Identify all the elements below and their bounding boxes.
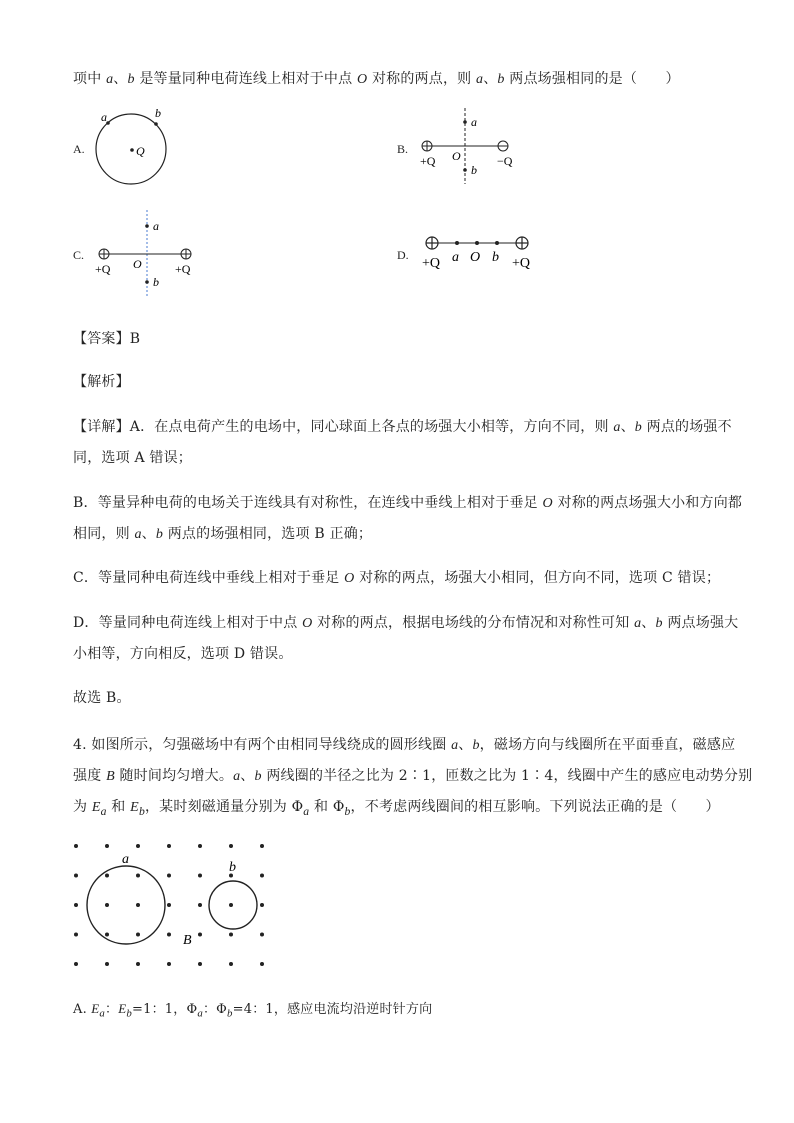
field-dot bbox=[198, 933, 202, 937]
field-dot bbox=[167, 933, 171, 937]
field-dot bbox=[229, 962, 233, 966]
point-a-label: a bbox=[101, 110, 107, 124]
field-dot bbox=[260, 933, 264, 937]
field-dot bbox=[260, 844, 264, 848]
field-dot bbox=[105, 933, 109, 937]
point-b-dot bbox=[145, 280, 149, 284]
left-charge-label: +Q bbox=[422, 256, 441, 271]
field-dot bbox=[167, 903, 171, 907]
option-b-figure bbox=[415, 106, 545, 186]
q4-line3: 为 $E_a$ 和 $E_b$，某时刻磁通量分别为 $\Phi_a$ 和 $\Phi_b$，不考虑两线圈间的相互影响。下列说法正确的是（ ） bbox=[73, 799, 720, 818]
detail-b-line1: B．等量异种电荷的电场关于连线具有对称性，在连线中垂线上相对于垂足 O 对称的两点场强大小和方向都 bbox=[73, 495, 743, 511]
right-charge-label: +Q bbox=[175, 262, 191, 276]
field-dot bbox=[167, 962, 171, 966]
field-dot bbox=[198, 844, 202, 848]
point-b-dot bbox=[154, 122, 158, 126]
point-b-label: b bbox=[155, 106, 161, 120]
point-a-label: a bbox=[471, 115, 477, 129]
magnetic-field-figure bbox=[66, 836, 286, 976]
q3-stem: 项中 a、b 是等量同种电荷连线上相对于中点 O 对称的两点，则 a、b 两点场强相同的是（ ） bbox=[73, 71, 680, 87]
field-dot bbox=[136, 874, 140, 878]
point-a-dot bbox=[145, 224, 149, 228]
field-dot bbox=[229, 903, 233, 907]
right-charge-label: +Q bbox=[512, 256, 531, 271]
q4-line1: 4. 如图所示，匀强磁场中有两个由相同导线绕成的圆形线圈 a、b，磁场方向与线圈所在平面垂直，磁感应 bbox=[73, 737, 736, 753]
option-a-figure bbox=[90, 104, 200, 194]
field-dot bbox=[136, 844, 140, 848]
field-dot bbox=[198, 962, 202, 966]
center-dot bbox=[475, 241, 479, 245]
point-a-dot bbox=[455, 241, 459, 245]
charge-label: Q bbox=[136, 144, 145, 158]
coil-a-circle bbox=[87, 866, 165, 944]
option-d-label: D. bbox=[397, 248, 409, 262]
charge-dot bbox=[130, 148, 134, 152]
q4-line2: 强度 B 随时间均匀增大。a、b 两线圈的半径之比为 2∶1，匝数之比为 1∶4，线圈中产生的感应电动势分别 bbox=[73, 768, 753, 784]
point-b-dot bbox=[495, 241, 499, 245]
detail-d-line2: 小相等，方向相反，选项 D 错误。 bbox=[73, 646, 293, 662]
field-dot bbox=[105, 874, 109, 878]
field-dot bbox=[136, 903, 140, 907]
option-c-label: C. bbox=[73, 248, 85, 262]
field-dot bbox=[105, 962, 109, 966]
q4-option-a: A. $E_a$：$E_b=1$：1，$\Phi_a$：$\Phi_b=4$：1，感应电流均沿逆时针方向 bbox=[73, 1001, 433, 1020]
field-dot bbox=[260, 874, 264, 878]
detail-b-line2: 相同，则 a、b 两点的场强相同，选项 B 正确； bbox=[73, 526, 373, 542]
field-dot bbox=[74, 874, 78, 878]
detail-a-line1: 【详解】A．在点电荷产生的电场中，同心球面上各点的场强大小相等，方向不同，则 a、b 两点的场强不 bbox=[73, 419, 732, 435]
field-dot bbox=[229, 844, 233, 848]
point-b-label: b bbox=[471, 163, 477, 177]
field-dot bbox=[167, 874, 171, 878]
left-charge-label: +Q bbox=[95, 262, 111, 276]
right-charge-label: −Q bbox=[497, 154, 513, 168]
point-b-label: b bbox=[153, 275, 159, 289]
option-b-label: B. bbox=[397, 142, 409, 156]
detail-a-line2: 同，选项 A 错误； bbox=[73, 450, 193, 466]
detail-d-line1: D．等量同种电荷连线上相对于中点 O 对称的两点，根据电场线的分布情况和对称性可知 a、b 两点场强大 bbox=[73, 615, 739, 631]
field-dot bbox=[229, 933, 233, 937]
field-dot bbox=[136, 933, 140, 937]
field-label: B bbox=[183, 933, 192, 948]
point-b-label: b bbox=[492, 250, 499, 265]
option-a-label: A. bbox=[73, 142, 85, 156]
point-a-label: a bbox=[153, 219, 159, 233]
point-a-label: a bbox=[452, 250, 459, 265]
field-dot bbox=[74, 933, 78, 937]
coil-b-label: b bbox=[229, 860, 236, 875]
conclusion: 故选 B。 bbox=[73, 690, 131, 706]
field-dot bbox=[74, 844, 78, 848]
center-label: O bbox=[452, 149, 461, 163]
field-dot bbox=[74, 903, 78, 907]
field-dot bbox=[74, 962, 78, 966]
center-label: O bbox=[133, 257, 142, 271]
point-a-dot bbox=[463, 120, 467, 124]
field-dot bbox=[198, 874, 202, 878]
point-b-dot bbox=[463, 168, 467, 172]
field-dot bbox=[136, 962, 140, 966]
analysis-title: 【解析】 bbox=[73, 374, 130, 390]
option-d-figure bbox=[420, 230, 560, 280]
answer: 【答案】B bbox=[73, 331, 141, 347]
detail-c: C．等量同种电荷连线中垂线上相对于垂足 O 对称的两点，场强大小相同，但方向不同，选项 C 错误； bbox=[73, 570, 721, 586]
left-charge-label: +Q bbox=[420, 154, 436, 168]
center-label: O bbox=[470, 250, 481, 265]
field-dot bbox=[260, 962, 264, 966]
option-c-figure bbox=[92, 208, 222, 298]
field-dot bbox=[105, 844, 109, 848]
field-dot bbox=[167, 844, 171, 848]
field-dot bbox=[198, 903, 202, 907]
field-dot bbox=[105, 903, 109, 907]
coil-a-label: a bbox=[122, 852, 129, 867]
field-dot bbox=[260, 903, 264, 907]
